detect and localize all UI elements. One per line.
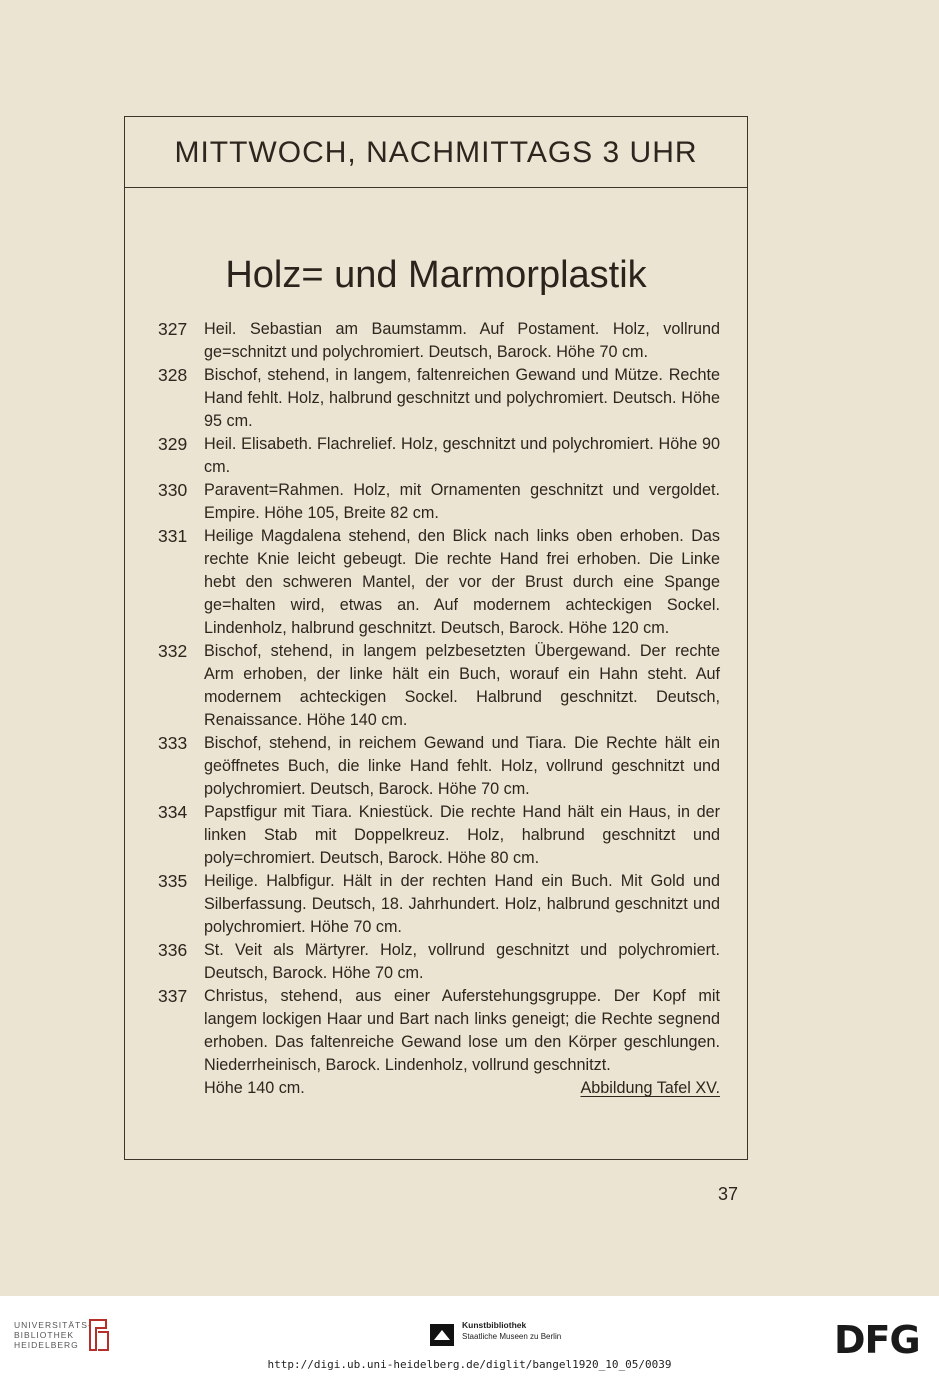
entry-number: 334 bbox=[158, 802, 188, 822]
entry-number: 331 bbox=[158, 526, 188, 546]
entry-number: 328 bbox=[158, 365, 188, 385]
uni-logo-line: HEIDELBERG bbox=[14, 1340, 79, 1350]
header-divider bbox=[124, 187, 748, 188]
entry-text: Paravent=Rahmen. Holz, mit Ornamenten geschnitzt und vergoldet. Empire. Höhe 105, Breite 82 cm. bbox=[204, 481, 720, 522]
kb-title: Kunstbibliothek bbox=[462, 1320, 527, 1330]
entry-number: 330 bbox=[158, 480, 188, 500]
catalog-entry bbox=[150, 801, 720, 870]
catalog-entry bbox=[150, 479, 720, 525]
uni-logo-line: BIBLIOTHEK bbox=[14, 1330, 75, 1340]
digitization-footer bbox=[0, 1296, 939, 1377]
entry-text: Heilige. Halbfigur. Hält in der rechten Hand ein Buch. Mit Gold und Silberfassung. Deutsch, 18. Jahrhundert. Holz, halbrund geschnitzt und polychromiert. Höhe 70 cm. bbox=[204, 872, 720, 936]
entry-text: Bischof, stehend, in langem, faltenreichen Gewand und Mütze. Rechte Hand fehlt. Holz, halbrund geschnitzt und polychromiert. Deutsch. Höhe 95 cm. bbox=[204, 366, 720, 430]
catalog-entry bbox=[150, 525, 720, 640]
entry-text: Papstfigur mit Tiara. Kniestück. Die rechte Hand hält ein Haus, in der linken Stab mit Doppelkreuz. Holz, halbrund geschnitzt und poly=chromiert. Deutsch, Barock. Höhe 80 cm. bbox=[204, 803, 720, 867]
entry-text: Heilige Magdalena stehend, den Blick nach links oben erhoben. Das rechte Knie leicht gebeugt. Die rechte Hand frei erhoben. Die Linke hebt den schweren Mantel, der vor der Brust durch eine Spange ge=halten wird, etwas an. Auf modernem achteckigen Sockel. Lindenholz, halbrund geschnitzt. Deutsch, Barock. Höhe 120 cm. bbox=[204, 527, 720, 637]
section-title: Holz= und Marmorplastik bbox=[225, 254, 647, 296]
kunstbibliothek-logo-icon bbox=[430, 1324, 454, 1346]
entry-number: 336 bbox=[158, 940, 188, 960]
entry-text: Christus, stehend, aus einer Auferstehungsgruppe. Der Kopf mit langem lockigen Haar und Bart nach links geneigt; die Rechte segnend erhoben. Das faltenreiche Gewand lose um den Körper geschlungen. Niederrheinisch, Barock. Lindenholz, vollrund geschnitzt. bbox=[204, 987, 720, 1074]
university-library-logo[interactable] bbox=[14, 1320, 92, 1350]
entry-text: St. Veit als Märtyrer. Holz, vollrund geschnitzt und polychromiert. Deutsch, Barock. Höhe 70 cm. bbox=[204, 941, 720, 982]
catalog-entry bbox=[150, 939, 720, 985]
entry-text: Bischof, stehend, in langem pelzbesetzten Übergewand. Der rechte Arm erhoben, der linke hält ein Buch, worauf ein Hahn steht. Auf modernem achteckigen Sockel. Halbrund geschnitzt. Deutsch, Renaissance. Höhe 140 cm. bbox=[204, 642, 720, 729]
catalog-entry-last bbox=[150, 985, 720, 1100]
catalog-entry bbox=[150, 433, 720, 479]
entry-final-line bbox=[204, 1077, 720, 1100]
entry-height: Höhe 140 cm. bbox=[204, 1079, 305, 1097]
kb-subtitle: Staatliche Museen zu Berlin bbox=[462, 1332, 562, 1341]
schedule-header: MITTWOCH, NACHMITTAGS 3 UHR bbox=[174, 136, 698, 169]
plate-reference: Abbildung Tafel XV. bbox=[580, 1079, 720, 1097]
kunstbibliothek-label[interactable] bbox=[462, 1320, 561, 1342]
entry-number: 333 bbox=[158, 733, 188, 753]
permalink-url[interactable]: http://digi.ub.uni-heidelberg.de/diglit/bangel1920_10_05/0039 bbox=[267, 1358, 672, 1371]
entry-text: Heil. Elisabeth. Flachrelief. Holz, geschnitzt und polychromiert. Höhe 90 cm. bbox=[204, 435, 720, 476]
entry-text-block bbox=[204, 985, 720, 1100]
uni-logo-line: UNIVERSITÄTS- bbox=[14, 1320, 92, 1330]
catalog-entry bbox=[150, 732, 720, 801]
entry-number: 332 bbox=[158, 641, 188, 661]
catalog-entries bbox=[150, 318, 720, 1100]
catalog-entry bbox=[150, 318, 720, 364]
entry-text: Heil. Sebastian am Baumstamm. Auf Postament. Holz, vollrund ge=schnitzt und polychromiert. Deutsch, Barock. Höhe 70 cm. bbox=[204, 320, 720, 361]
entry-number: 337 bbox=[158, 986, 188, 1006]
entry-number: 329 bbox=[158, 434, 188, 454]
catalog-entry bbox=[150, 364, 720, 433]
entry-number: 335 bbox=[158, 871, 188, 891]
entry-number: 327 bbox=[158, 319, 188, 339]
university-library-mark-icon bbox=[86, 1316, 112, 1354]
page-number: 37 bbox=[718, 1184, 739, 1204]
entry-text: Bischof, stehend, in reichem Gewand und Tiara. Die Rechte hält ein geöffnetes Buch, die linke Hand fehlt. Holz, vollrund geschnitzt und polychromiert. Deutsch, Barock. Höhe 70 cm. bbox=[204, 734, 720, 798]
dfg-logo[interactable]: DFG bbox=[834, 1318, 920, 1362]
catalog-entry bbox=[150, 640, 720, 732]
catalog-entry bbox=[150, 870, 720, 939]
